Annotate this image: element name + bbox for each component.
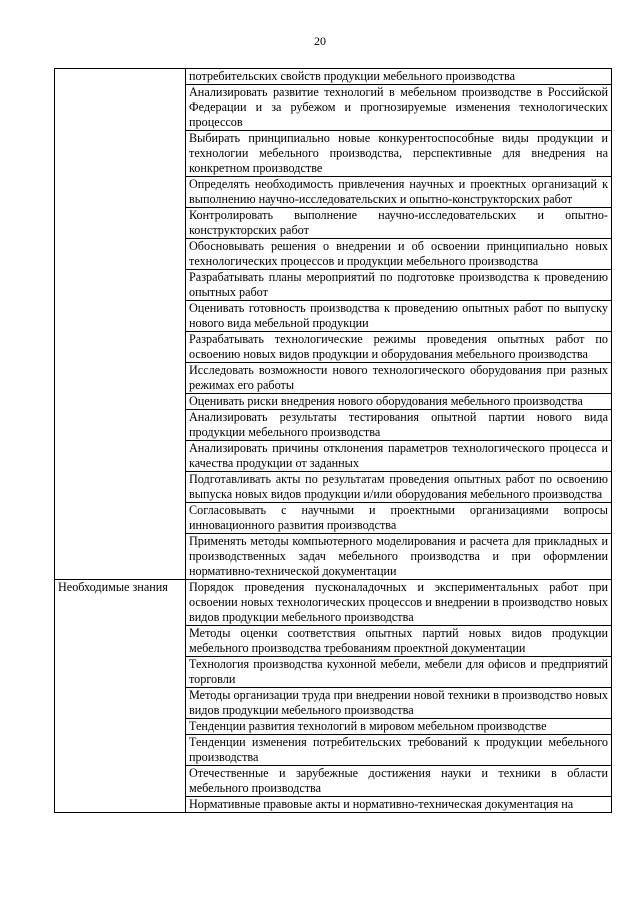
knowledge-label: Необходимые знания [58,580,168,594]
skills-item: Разрабатывать планы мероприятий по подготовке производства к проведению опытных работ [186,270,612,301]
knowledge-item: Тенденции изменения потребительских требований к продукции мебельного производства [186,735,612,766]
skills-item: Исследовать возможности нового технологического оборудования при разных режимах его работы [186,363,612,394]
page-number: 20 [314,34,326,48]
knowledge-item: Нормативные правовые акты и нормативно-техническая документация на [186,797,612,813]
skills-row [55,69,612,85]
skills-item: потребительских свойств продукции мебельного производства [186,69,612,85]
knowledge-label-cell [55,580,186,813]
knowledge-item: Тенденции развития технологий в мировом мебельном производстве [186,719,612,735]
knowledge-item: Методы организации труда при внедрении новой техники в производство новых видов продукции мебельного производства [186,688,612,719]
skills-item: Анализировать причины отклонения параметров технологического процесса и качества продукции от заданных [186,441,612,472]
knowledge-item: Отечественные и зарубежные достижения науки и техники в области мебельного производства [186,766,612,797]
skills-label-cell [55,69,186,580]
requirements-table-body [55,69,612,813]
skills-item: Согласовывать с научными и проектными организациями вопросы инновационного развития производства [186,503,612,534]
knowledge-item: Порядок проведения пусконаладочных и экспериментальных работ при освоении новых технологических процессов и внедрении в производство новых видов продукции мебельного производства [186,580,612,626]
knowledge-row [55,580,612,626]
skills-item: Оценивать риски внедрения нового оборудования мебельного производства [186,394,612,410]
skills-item: Обосновывать решения о внедрении и об освоении принципиально новых технологических процессов и продукции мебельного производства [186,239,612,270]
skills-item: Выбирать принципиально новые конкурентоспособные виды продукции и технологии мебельного производства, перспективные для внедрения на конкретном производстве [186,131,612,177]
requirements-table [54,68,612,813]
skills-item: Определять необходимость привлечения научных и проектных организаций к выполнению научно-исследовательских и опытно-конструкторских работ [186,177,612,208]
skills-item: Применять методы компьютерного моделирования и расчета для прикладных и производственных задач мебельного производства и при оформлении нормативно-технической документации [186,534,612,580]
skills-item: Анализировать результаты тестирования опытной партии нового вида продукции мебельного производства [186,410,612,441]
skills-item: Контролировать выполнение научно-исследовательских и опытно-конструкторских работ [186,208,612,239]
skills-item: Анализировать развитие технологий в мебельном производстве в Российской Федерации и за рубежом и прогнозируемые изменения технологических процессов [186,85,612,131]
knowledge-item: Технология производства кухонной мебели, мебели для офисов и предприятий торговли [186,657,612,688]
knowledge-item: Методы оценки соответствия опытных партий новых видов продукции мебельного производства требованиям проектной документации [186,626,612,657]
skills-item: Разрабатывать технологические режимы проведения опытных работ по освоению новых видов продукции и оборудования мебельного производства [186,332,612,363]
skills-item: Подготавливать акты по результатам проведения опытных работ по освоению выпуска новых видов продукции и/или оборудования мебельного производства [186,472,612,503]
skills-item: Оценивать готовность производства к проведению опытных работ по выпуску нового вида мебельной продукции [186,301,612,332]
